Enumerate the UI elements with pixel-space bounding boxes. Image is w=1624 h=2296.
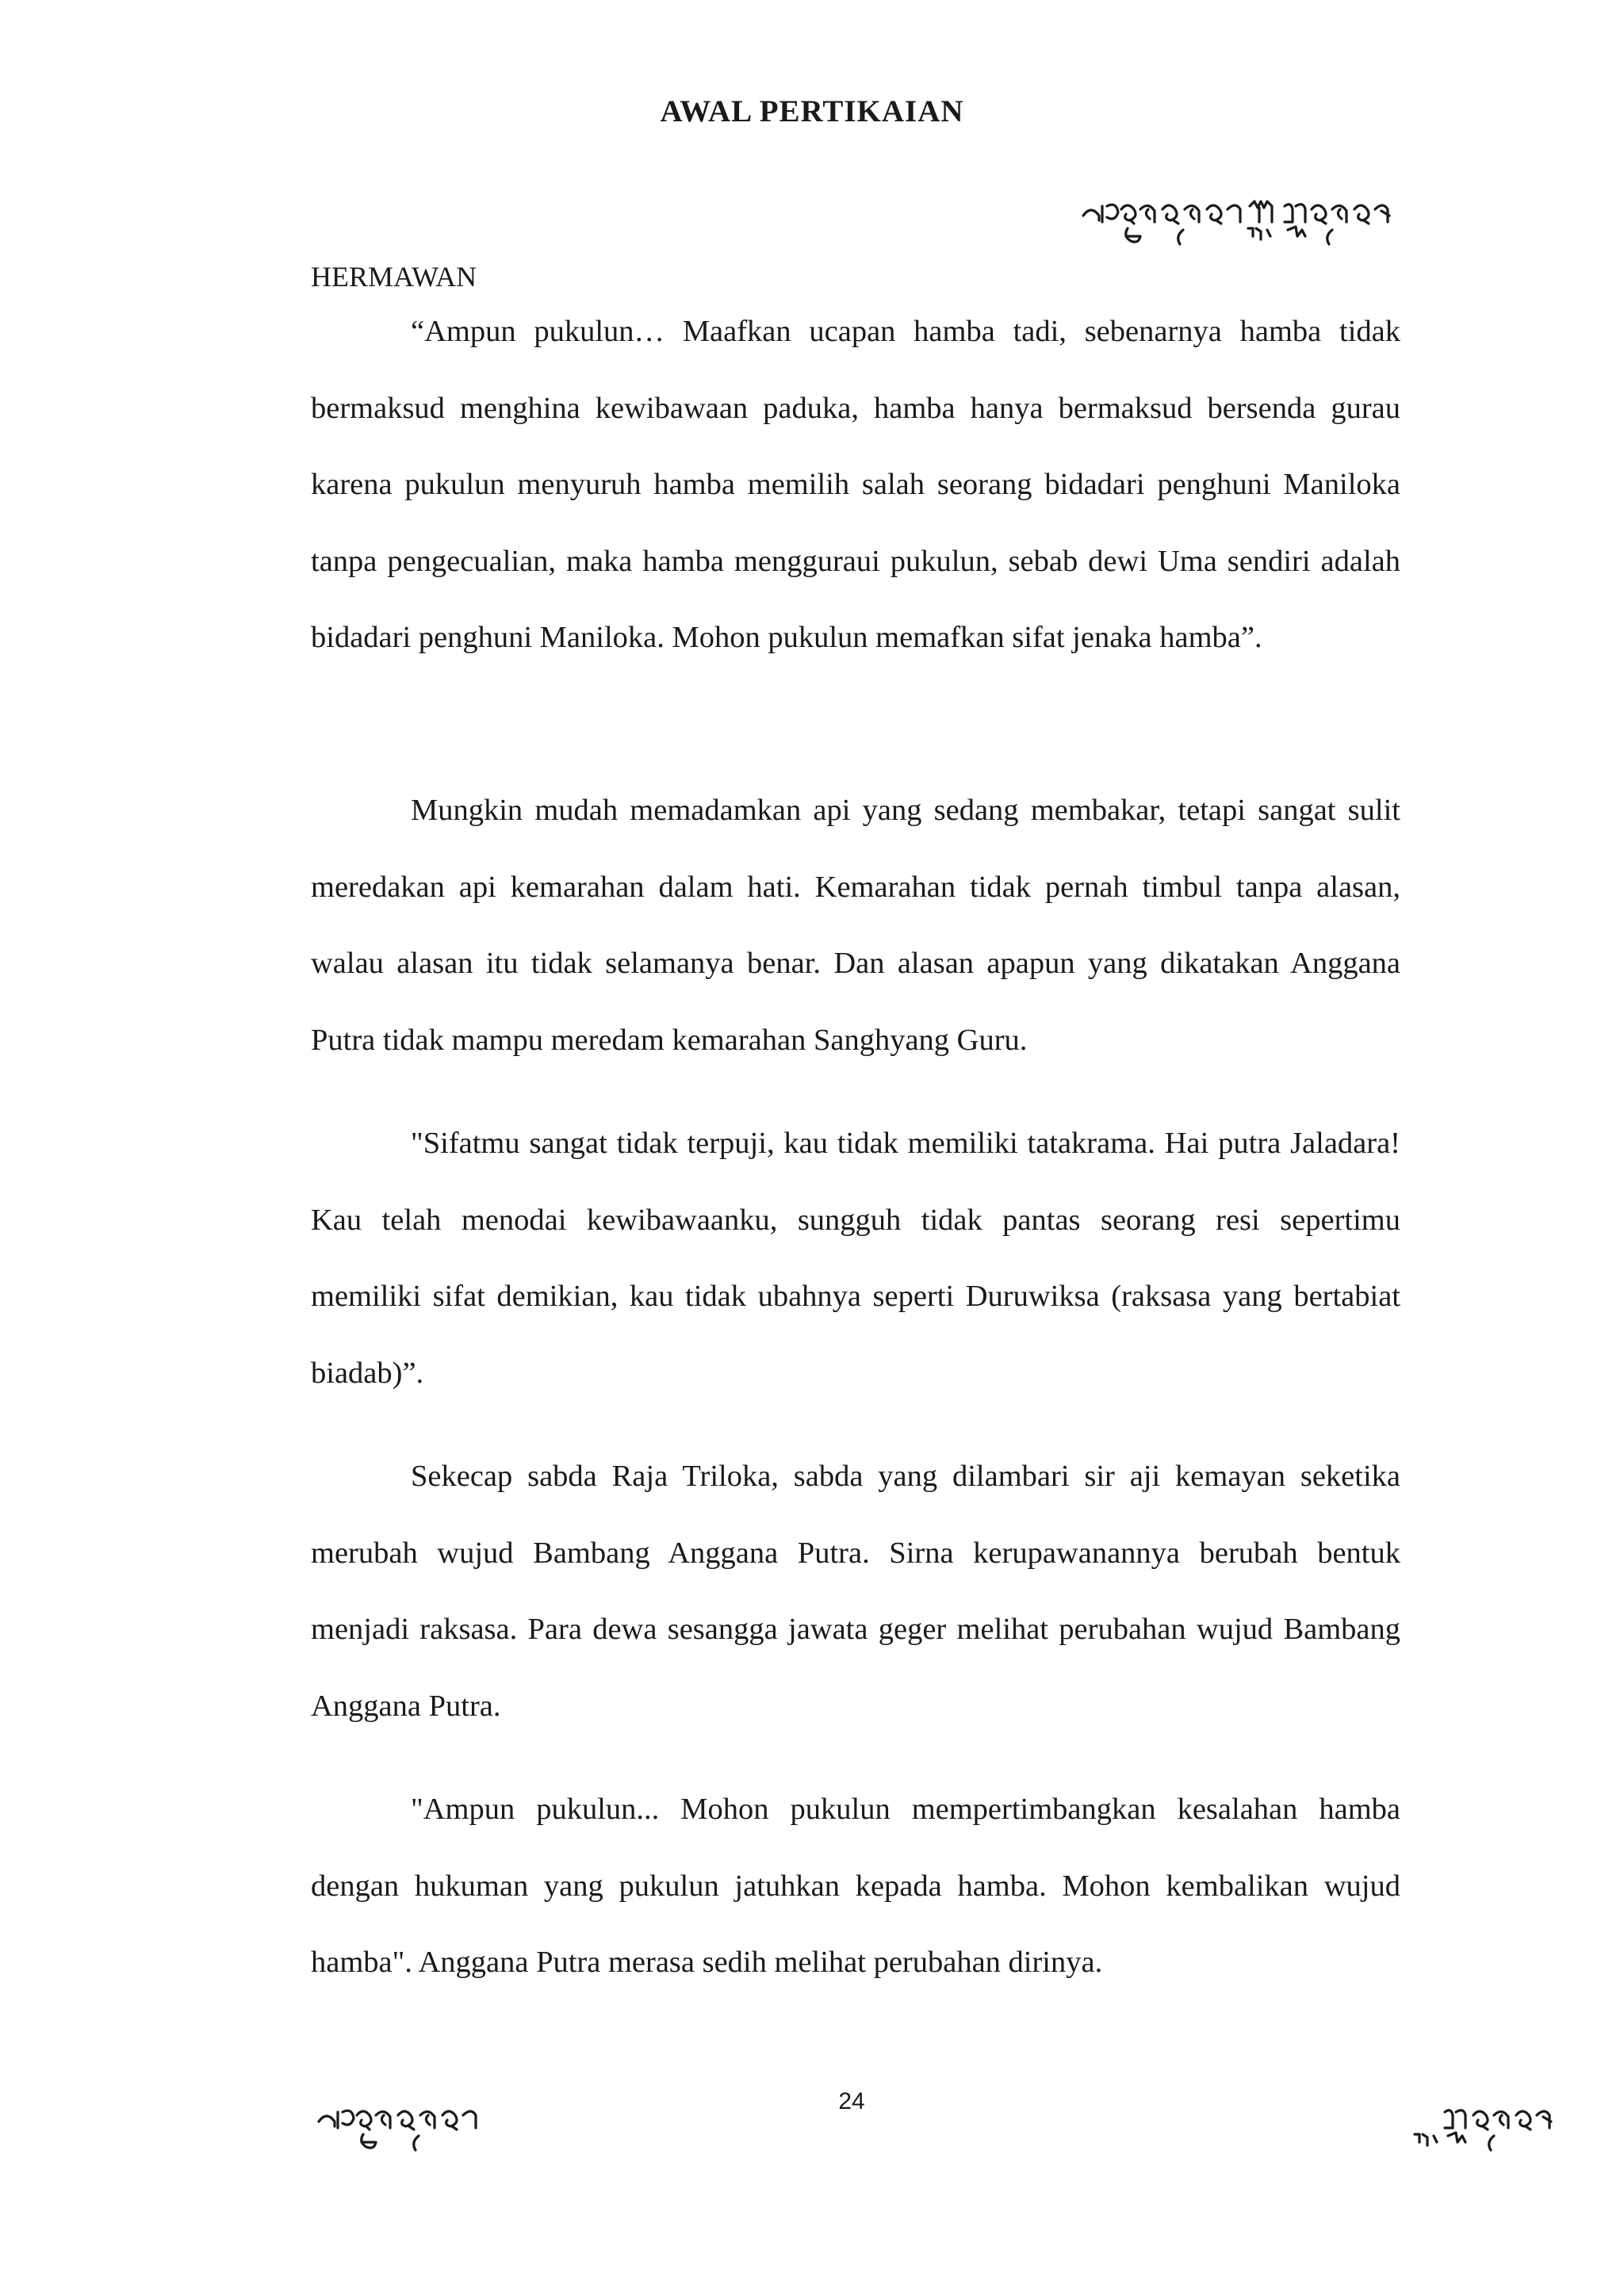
- paragraph: Sekecap sabda Raja Triloka, sabda yang dilambari sir aji kemayan seketika merubah wujud Bambang Anggana Putra. Sirna kerupawanannya berubah bentuk menjadi raksasa. Para dewa sesangga jawata geger melihat perubahan wujud Bambang Anggana Putra.: [311, 1460, 1400, 1723]
- javanese-script-ornament-icon: [316, 2095, 498, 2164]
- page-title: AWAL PERTIKAIAN: [660, 94, 964, 128]
- paragraph: "Ampun pukulun... Mohon pukulun mempertimbangkan kesalahan hamba dengan hukuman yang pukulun jatuhkan kepada hamba. Mohon kembalikan wujud hamba". Anggana Putra merasa sedih melihat perubahan dirinya.: [311, 1793, 1400, 1979]
- paragraph: “Ampun pukulun… Maafkan ucapan hamba tadi, sebenarnya hamba tidak bermaksud menghina kewibawaan paduka, hamba hanya bermaksud bersenda gurau karena pukulun menyuruh hamba memilih salah seorang bidadari penghuni Maniloka tanpa pengecualian, maka hamba mengguraui pukulun, sebab dewi Uma sendiri adalah bidadari penghuni Maniloka. Mohon pukulun memafkan sifat jenaka hamba”.: [311, 315, 1400, 654]
- paragraph: "Sifatmu sangat tidak terpuji, kau tidak memiliki tatakrama. Hai putra Jaladara! Kau telah menodai kewibawaanku, sungguh tidak pantas seorang resi sepertimu memiliki sifat demikian, kau tidak ubahnya seperti Duruwiksa (raksasa yang bertabiat biadab)”.: [311, 1127, 1400, 1390]
- paragraph: Mungkin mudah memadamkan api yang sedang membakar, tetapi sangat sulit meredakan api kemarahan dalam hati. Kemarahan tidak pernah timbul tanpa alasan, walau alasan itu tidak selamanya benar. Dan alasan apapun yang dikatakan Anggana Putra tidak mampu meredam kemarahan Sanghyang Guru.: [311, 794, 1400, 1057]
- speaker-name: HERMAWAN: [311, 261, 477, 293]
- javanese-script-ornament-icon: [1408, 2095, 1564, 2164]
- page-number: 24: [838, 2088, 865, 2114]
- javanese-script-ornament-icon: [1080, 189, 1407, 258]
